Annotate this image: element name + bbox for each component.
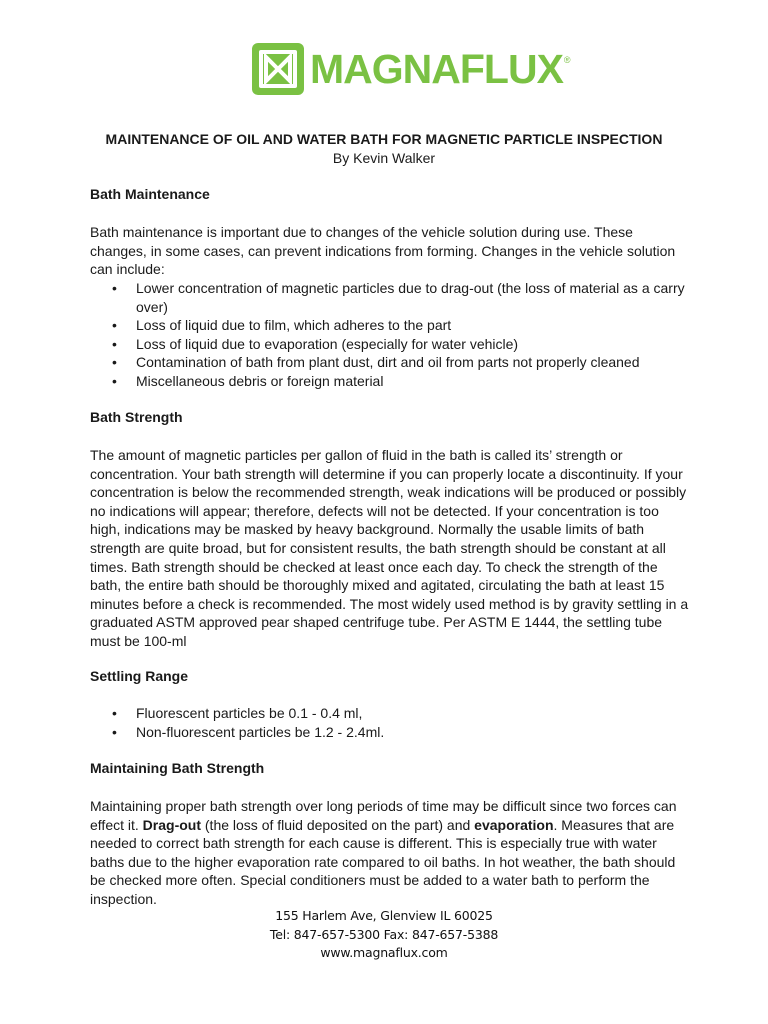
list-item: • Miscellaneous debris or foreign material [90,372,690,391]
bath-maintenance-intro: Bath maintenance is important due to changes of the vehicle solution during use. These changes, in some cases, can prevent indications from forming. Changes in the vehicle solution can include: [90,224,676,278]
drag-out-term: Drag-out [142,816,201,833]
list-item: • Loss of liquid due to film, which adheres to the part [90,316,690,335]
footer-phone-fax: Tel: 847-657-5300 Fax: 847-657-5388 [269,926,499,942]
registered-mark: ® [563,55,571,65]
maintaining-text-1: Maintaining proper bath strength over long periods of time may be difficult since two forces can effect it. [90,798,677,833]
document-author: By Kevin Walker [332,150,436,166]
list-item: • Non-fluorescent particles be 1.2 - 2.4ml. [90,723,690,742]
settling-range-list [90,704,690,741]
maintaining-text-3: . Measures that are needed to correct bath strength for each cause is different. This is especially true with water baths due to the higher evaporation rate compared to oil baths. In hot weather, the bath should be checked more often. Special conditioners must be added to a water bath to perform the inspection. [90,816,676,907]
maintaining-bath-strength-body [90,797,690,909]
evaporation-term: evaporation [474,816,554,833]
magnaflux-logo-mark-icon [252,43,304,95]
list-item: • Loss of liquid due to evaporation (especially for water vehicle) [90,335,690,354]
bath-strength-body: The amount of magnetic particles per gallon of fluid in the bath is called its’ strength or concentration. Your bath strength will determine if you can properly locate a discontinuity. If your concentration is below the recommended strength, weak indications will be produced or possibly no indications will appear; therefore, defects will not be detected. If your concentration is too high, indications may be masked by heavy background. Normally the usable limits of bath strength are quite broad, but for consistent results, the bath strength should be constant at all times. Bath strength should be checked at least once each day. To check the strength of the bath, the entire bath should be thoroughly mixed and agitated, circulating the bath at least 15 minutes before a check is recommended. The most widely used method is by gravity settling in a graduated ASTM approved pear shaped centrifuge tube. Per ASTM E 1444, the settling tube must be 100-ml [90,447,689,649]
list-item: • Fluorescent particles be 0.1 - 0.4 ml, [90,704,690,723]
heading-bath-maintenance: Bath Maintenance [90,186,210,202]
list-item: • Lower concentration of magnetic particles due to drag-out (the loss of material as a carry over) [90,279,690,316]
footer-website: www.magnaflux.com [320,945,448,960]
magnaflux-logo [252,43,571,95]
logo-wordmark: MAGNAFLUX [310,46,563,92]
maintaining-text-2: (the loss of fluid deposited on the part) and [201,816,475,833]
heading-bath-strength: Bath Strength [90,409,183,425]
heading-settling-range: Settling Range [90,668,189,684]
bath-maintenance-list [90,279,690,391]
footer-address: 155 Harlem Ave, Glenview IL 60025 [275,908,493,923]
page-footer [0,907,768,963]
heading-maintaining-bath-strength: Maintaining Bath Strength [90,760,265,776]
document-title: MAINTENANCE OF OIL AND WATER BATH FOR MAGNETIC PARTICLE INSPECTION [105,131,663,147]
list-item: • Contamination of bath from plant dust, dirt and oil from parts not properly cleaned [90,353,690,372]
